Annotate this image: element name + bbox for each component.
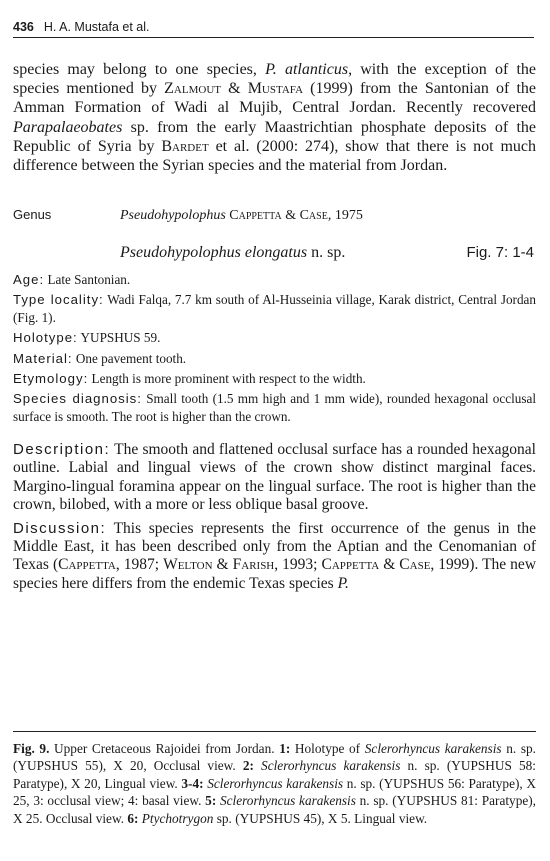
caption-text: Upper Cretaceous Rajoidei from Jordan. — [49, 741, 280, 756]
taxon-name: Parapalaeobates — [13, 118, 123, 136]
species-heading — [120, 244, 534, 262]
section-label: Description: — [13, 441, 111, 458]
paragraph-text: The smooth and flattened occlusal surface has a rounded hexagonal outline. Labial and lingual views of the crown show distinct marginal faces. Margino-lingual foramina appear on the lingual surface. The root is higher than the crown, bilobed, with a more or less oblique basal groove. — [13, 441, 536, 514]
intro-text: species may belong to one species, — [13, 61, 266, 78]
caption-text: n. sp. (YUPSHUS 58: Paratype), X 20, Lingual view. — [13, 758, 536, 791]
running-header — [13, 19, 534, 38]
field-label: Holotype: — [13, 330, 78, 346]
description-paragraph — [13, 441, 536, 515]
section-label: Discussion: — [13, 519, 107, 537]
diagnosis-field — [13, 390, 536, 425]
species-suffix: n. sp. — [307, 244, 346, 261]
caption-item-number: 3-4: — [181, 775, 204, 791]
intro-paragraph — [13, 60, 536, 175]
author-citation: Cappetta — [58, 556, 116, 574]
taxon-name: P. — [337, 574, 349, 592]
taxon-name: Sclerorhyncus karakensis — [207, 775, 344, 791]
type-locality-field — [13, 291, 536, 326]
author-citation: Welton & Farish — [163, 556, 275, 574]
taxon-name: Sclerorhyncus karakensis — [364, 741, 502, 756]
intro-text: , with the exception of the species mentioned by — [13, 61, 536, 98]
field-value: Wadi Falqa, 7.7 km south of Al-Husseinia village, Karak district, Central Jordan (Fig. 1). — [13, 292, 536, 325]
genus-authors: Cappetta & Case — [229, 208, 328, 223]
author-citation: Cappetta & Case — [321, 556, 431, 574]
taxon-name: Ptychotrygon — [141, 810, 214, 826]
field-label: Type locality: — [13, 292, 104, 308]
caption-item-number: 1: — [279, 741, 291, 756]
caption-text: n. sp. (YUPSHUS 81: Paratype), X 25. Occlusal view. — [13, 793, 536, 826]
taxon-name: P. atlanticus — [265, 61, 349, 78]
field-value: Small tooth (1.5 mm high and 1 mm wide), rounded hexagonal occlusal surface is smooth. The root is higher than the crown. — [13, 391, 536, 424]
intro-text: sp. from the early Maastrichtian phosphate deposits of the Republic of Syria by — [13, 118, 536, 155]
paragraph-text: , 1999). The new species here differs from the endemic Texas species — [13, 556, 537, 592]
etymology-field — [13, 370, 536, 387]
field-value: One pavement tooth. — [72, 350, 187, 366]
caption-text: n. sp. (YUPSHUS 55), X 20, Occlusal view. — [13, 741, 537, 774]
running-title: H. A. Mustafa et al. — [43, 20, 150, 34]
species-name: Pseudohypolophus elongatus — [120, 244, 308, 261]
figure-reference: Fig. 7: 1-4 — [466, 244, 534, 261]
caption-divider — [13, 731, 536, 732]
field-value: Late Santonian. — [44, 272, 131, 287]
holotype-field — [13, 329, 536, 346]
caption-item-number: 5: — [205, 793, 217, 809]
age-field — [13, 271, 536, 288]
genus-name: Pseudohypolophus — [120, 208, 226, 223]
paragraph-text: , 1993; — [274, 556, 322, 574]
caption-text: Holotype of — [290, 741, 365, 756]
caption-text: sp. (YUPSHUS 45), X 5. Lingual view. — [213, 810, 428, 826]
field-label: Age: — [13, 272, 45, 287]
field-label: Species diagnosis: — [13, 391, 142, 407]
page-number: 436 — [13, 20, 34, 34]
field-label: Etymology: — [13, 371, 89, 387]
figure-caption — [13, 740, 536, 827]
paragraph-text: , 1987; — [115, 556, 164, 574]
caption-item-number: 6: — [127, 810, 139, 826]
genus-label: Genus — [13, 207, 52, 222]
discussion-paragraph — [13, 520, 536, 594]
field-label: Material: — [13, 350, 73, 366]
material-field — [13, 350, 536, 367]
body-text — [13, 441, 536, 598]
intro-text: et al. (2000: 274), show that there is not much difference between the Syrian species and the material from Jordan. — [13, 137, 537, 175]
intro-text: (1999) from the Santonian of the Amman Formation of Wadi al Mujib, Central Jordan. Recently recovered — [13, 80, 536, 117]
author-citation: Bardet — [161, 137, 209, 155]
genus-heading — [13, 207, 536, 224]
caption-item-number: 2: — [242, 758, 254, 774]
field-value: Length is more prominent with respect to the width. — [88, 371, 366, 387]
caption-figure-label: Fig. 9. — [13, 741, 50, 756]
paragraph-text: This species represents the first occurrence of the genus in the Middle East, it has been described only from the Aptian and the Cenomanian of Texas ( — [13, 519, 536, 574]
author-citation: Zalmout & Mustafa — [164, 80, 304, 98]
taxon-name: Sclerorhyncus karakensis — [261, 758, 401, 774]
genus-year: , 1975 — [327, 208, 363, 223]
caption-text — [254, 758, 261, 773]
caption-text: n. sp. (YUPSHUS 56: Paratype), X 25, 3: occlusal view; 4: basal view. — [13, 775, 536, 809]
species-fields — [13, 271, 536, 428]
field-value: YUPSHUS 59. — [77, 330, 161, 346]
taxon-name: Sclerorhyncus karakensis — [219, 793, 356, 809]
